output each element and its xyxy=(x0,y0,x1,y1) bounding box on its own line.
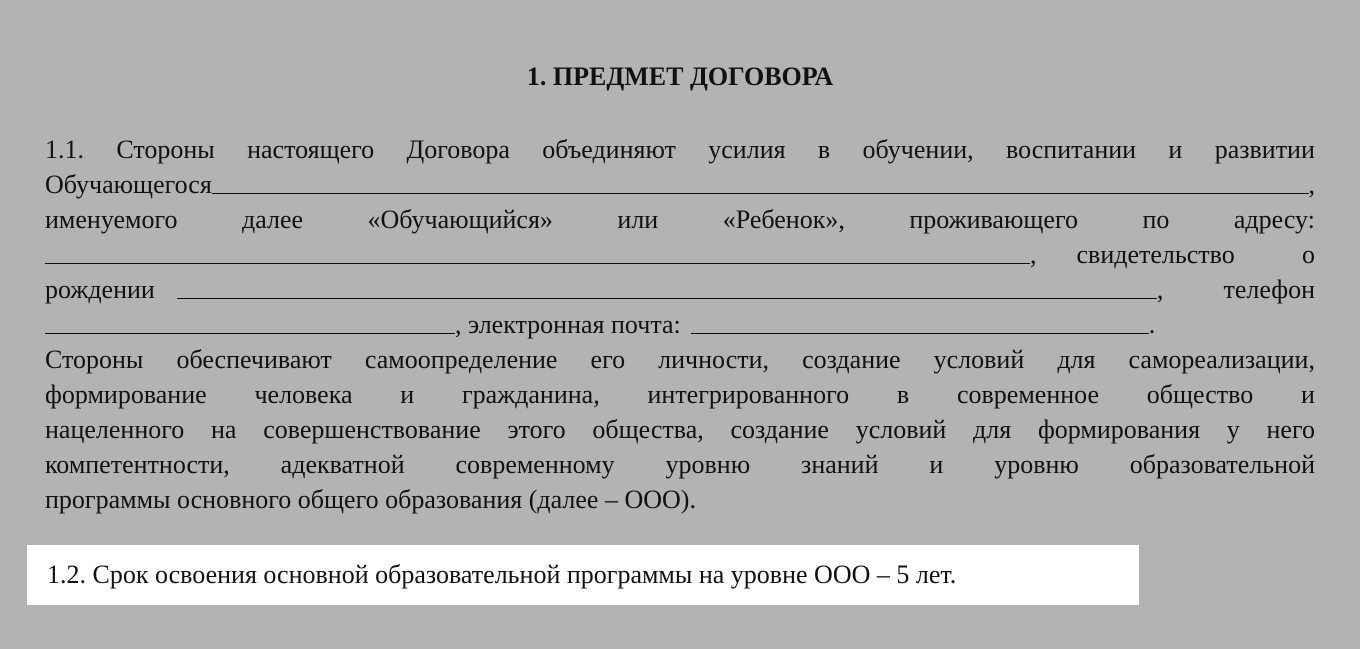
line-4-comma: , xyxy=(1030,240,1037,269)
email-blank xyxy=(691,333,1149,334)
clause-1-1-line-2 xyxy=(45,167,1315,202)
word: и xyxy=(1301,380,1315,409)
word: Стороны xyxy=(116,135,215,164)
phone-label: телефон xyxy=(1223,275,1315,304)
word: настоящего xyxy=(247,135,375,164)
word: развитии xyxy=(1214,135,1315,164)
word: гражданина, xyxy=(461,380,600,409)
word: образовательной xyxy=(1129,450,1315,479)
word: обучении, xyxy=(862,135,974,164)
email-label: , электронная почта: xyxy=(455,310,681,339)
word: и xyxy=(929,450,944,479)
clause-1-1-line-7 xyxy=(45,342,1315,377)
word: о xyxy=(1302,240,1315,269)
word: современное xyxy=(956,380,1100,409)
line-2-comma: , xyxy=(1308,170,1315,199)
word: нацеленного xyxy=(45,415,185,444)
clause-1-1-line-1 xyxy=(45,132,1315,167)
line-5-comma: , xyxy=(1156,275,1164,304)
word: современному xyxy=(455,450,615,479)
word: в xyxy=(896,380,910,409)
word: далее xyxy=(241,205,304,234)
word: интегрированного xyxy=(647,380,850,409)
word: формирования xyxy=(1037,415,1201,444)
clause-1-1-line-6 xyxy=(45,307,1315,342)
word: проживающего xyxy=(909,205,1078,234)
word: условий xyxy=(855,415,947,444)
clause-1-1-line-8 xyxy=(45,377,1315,412)
word: уровню xyxy=(994,450,1079,479)
word: «Ребенок», xyxy=(722,205,845,234)
word: Стороны xyxy=(45,345,144,374)
word: по xyxy=(1142,205,1170,234)
word: и xyxy=(400,380,415,409)
clause-1-1-line-3 xyxy=(45,202,1315,237)
word: свидетельство xyxy=(1076,240,1235,269)
word: формирование xyxy=(45,380,207,409)
word: условий xyxy=(933,345,1025,374)
word: для xyxy=(973,415,1012,444)
word: личности, xyxy=(658,345,770,374)
word: самореализации, xyxy=(1128,345,1315,374)
word: его xyxy=(590,345,626,374)
word: Договора xyxy=(406,135,510,164)
word: или xyxy=(617,205,659,234)
word: в xyxy=(817,135,831,164)
birth-certificate-blank xyxy=(177,298,1157,299)
word: объединяют xyxy=(542,135,676,164)
word: 1.1. xyxy=(45,135,84,164)
word: для xyxy=(1057,345,1096,374)
word: компетентности, xyxy=(45,450,230,479)
word: человека xyxy=(254,380,353,409)
word: этого xyxy=(507,415,566,444)
word: «Обучающийся» xyxy=(367,205,553,234)
student-name-blank xyxy=(212,193,1309,194)
word: адекватной xyxy=(280,450,405,479)
word: общество xyxy=(1146,380,1254,409)
line-6-period: . xyxy=(1148,310,1156,339)
clause-1-1-line-10 xyxy=(45,447,1315,482)
clause-1-1-line-4 xyxy=(45,237,1315,272)
birth-certificate-words xyxy=(1077,237,1316,272)
word: у xyxy=(1226,415,1240,444)
word: создание xyxy=(730,415,829,444)
student-label: Обучающегося xyxy=(45,170,212,199)
address-blank xyxy=(45,263,1030,264)
word: на xyxy=(211,415,237,444)
section-title: 1. ПРЕДМЕТ ДОГОВОРА xyxy=(526,62,834,91)
word: и xyxy=(1168,135,1183,164)
word: именуемого xyxy=(45,205,178,234)
word: усилия xyxy=(708,135,786,164)
word: знаний xyxy=(801,450,879,479)
word: него xyxy=(1266,415,1315,444)
word: самоопределение xyxy=(364,345,558,374)
word: уровню xyxy=(665,450,751,479)
clause-1-1-line-9 xyxy=(45,412,1315,447)
clause-1-2-highlight xyxy=(27,545,1139,605)
word: создание xyxy=(802,345,901,374)
clause-1-1-line-11: программы основного общего образования (далее – ООО). xyxy=(45,485,696,514)
clause-1-1-line-5 xyxy=(45,272,1315,307)
word: совершенствование xyxy=(263,415,481,444)
word: общества, xyxy=(592,415,704,444)
clause-1-2-text: 1.2. Срок освоения основной образовательной программы на уровне ООО – 5 лет. xyxy=(47,560,957,589)
word: обеспечивают xyxy=(176,345,332,374)
phone-blank xyxy=(45,333,455,334)
birth-label: рождении xyxy=(45,275,155,304)
word: воспитании xyxy=(1006,135,1137,164)
word: адресу: xyxy=(1233,205,1315,234)
